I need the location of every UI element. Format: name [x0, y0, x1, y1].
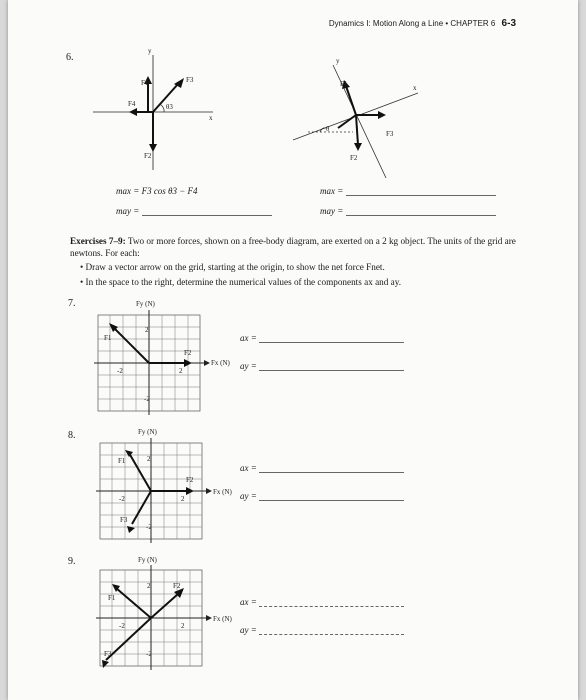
exercises-text: Two or more forces, shown on a free-body diagram, are exerted on a 2 kg object. The units of the grid are newtons. For each: — [70, 236, 516, 258]
bullet-1-text: Draw a vector arrow on the grid, starting at the origin, to show the net force Fnet. — [85, 262, 385, 272]
ax-label: ax = — [240, 597, 257, 607]
svg-text:y: y — [336, 57, 340, 65]
item-9-ay — [240, 625, 404, 635]
svg-text:Fy (N): Fy (N) — [138, 556, 157, 564]
answer-blank[interactable] — [259, 626, 404, 635]
svg-text:F3: F3 — [186, 76, 194, 84]
answer-blank[interactable] — [259, 598, 404, 607]
ay-label: ay = — [240, 361, 257, 371]
svg-text:2: 2 — [181, 495, 185, 503]
worksheet-page — [8, 0, 578, 700]
svg-text:x: x — [209, 114, 213, 122]
ay-label: ay = — [240, 625, 257, 635]
bullet-1: • Draw a vector arrow on the grid, starting at the origin, to show the net force Fnet. — [80, 262, 385, 272]
bullet-2: • In the space to the right, determine the numerical values of the components ax and ay. — [80, 277, 402, 287]
page-number: 6-3 — [501, 18, 516, 29]
bullet-2-text: In the space to the right, determine the numerical values of the components ax and ay. — [85, 277, 402, 287]
svg-text:F2: F2 — [350, 154, 358, 162]
svg-text:F4: F4 — [128, 100, 136, 108]
eq-right-x-text: max = — [320, 186, 344, 196]
ax-label: ax = — [240, 463, 257, 473]
svg-text:Fx (N): Fx (N) — [213, 615, 232, 623]
exercises-title: Exercises 7–9: — [70, 236, 126, 246]
svg-text:y: y — [148, 47, 152, 55]
eq-right-y-text: may = — [320, 206, 344, 216]
svg-text:F2: F2 — [144, 152, 152, 160]
eq-left-y-text: may = — [116, 206, 140, 216]
svg-text:θ3: θ3 — [166, 103, 173, 111]
svg-text:F2: F2 — [173, 582, 181, 590]
svg-text:-2: -2 — [117, 367, 123, 375]
svg-text:Fx (N): Fx (N) — [213, 488, 232, 496]
svg-text:F2: F2 — [186, 476, 194, 484]
eq-left-x-text: max = F3 cos θ3 − F4 — [116, 186, 198, 196]
svg-text:2: 2 — [147, 455, 151, 463]
svg-text:F3: F3 — [120, 516, 128, 524]
svg-text:-2: -2 — [119, 495, 125, 503]
svg-text:F2: F2 — [184, 349, 192, 357]
svg-text:F3: F3 — [386, 130, 394, 138]
svg-text:x: x — [413, 84, 417, 92]
svg-text:θ: θ — [326, 125, 330, 133]
item-7-number: 7. — [68, 298, 76, 309]
svg-text:F3: F3 — [104, 650, 112, 658]
svg-text:2: 2 — [147, 582, 151, 590]
svg-text:F1: F1 — [118, 457, 126, 465]
svg-text:F1: F1 — [104, 334, 112, 342]
svg-text:-2: -2 — [146, 523, 152, 531]
svg-text:Fy (N): Fy (N) — [138, 428, 157, 436]
item-9-number: 9. — [68, 556, 76, 567]
grid-9[interactable] — [8, 0, 578, 700]
fx-axis-label: Fx (N) — [211, 359, 230, 367]
svg-text:F1: F1 — [108, 594, 116, 602]
svg-text:2: 2 — [179, 367, 183, 375]
running-head: Dynamics I: Motion Along a Line • CHAPTER 6 — [328, 19, 496, 28]
svg-text:F1: F1 — [340, 80, 348, 88]
fy-axis-label: Fy (N) — [136, 300, 155, 308]
item-8-number: 8. — [68, 430, 76, 441]
ax-label: ax = — [240, 333, 257, 343]
problem-6-number: 6. — [66, 52, 74, 63]
svg-text:-2: -2 — [144, 395, 150, 403]
svg-text:-2: -2 — [146, 650, 152, 658]
svg-text:F1: F1 — [141, 79, 149, 87]
svg-text:-2: -2 — [119, 622, 125, 630]
svg-text:2: 2 — [145, 326, 149, 334]
ay-label: ay = — [240, 491, 257, 501]
item-9-ax — [240, 597, 404, 607]
svg-text:2: 2 — [181, 622, 185, 630]
